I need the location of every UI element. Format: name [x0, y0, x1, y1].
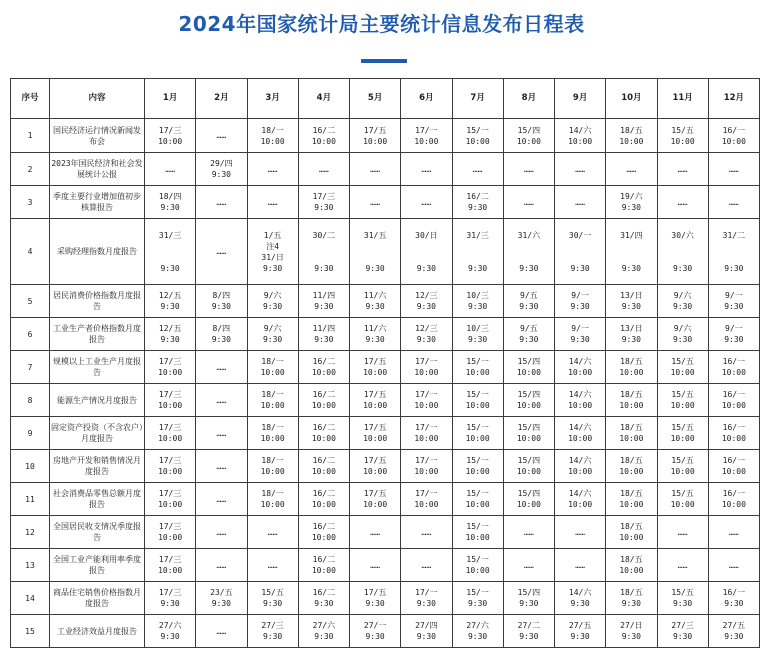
schedule-cell: 18/五 10:00: [606, 483, 657, 516]
schedule-cell: 1/五 注4 31/日 9:30: [247, 219, 298, 285]
table-row: [11, 417, 760, 450]
schedule-cell: 15/五 10:00: [657, 417, 708, 450]
schedule-cell: 16/二 10:00: [298, 417, 349, 450]
schedule-cell: 30/日 9:30: [401, 219, 452, 285]
row-content: 全国居民收支情况季度报告: [50, 516, 145, 549]
schedule-cell: 15/五 10:00: [657, 450, 708, 483]
schedule-cell: 17/三 10:00: [145, 516, 196, 549]
schedule-cell: 27/一 9:30: [350, 615, 401, 648]
schedule-cell: 27/六 9:30: [298, 615, 349, 648]
table-body: [11, 119, 760, 648]
schedule-cell: ……: [196, 186, 247, 219]
schedule-cell: ……: [401, 516, 452, 549]
schedule-cell: ……: [350, 186, 401, 219]
page-title: 2024年国家统计局主要统计信息发布日程表: [178, 12, 585, 36]
schedule-cell: 11/四 9:30: [298, 285, 349, 318]
schedule-cell: 17/一 10:00: [401, 417, 452, 450]
schedule-cell: ……: [657, 549, 708, 582]
row-seq: 1: [11, 119, 50, 153]
schedule-cell: 15/四 10:00: [503, 119, 554, 153]
schedule-cell: 17/三 10:00: [145, 549, 196, 582]
schedule-cell: 18/五 9:30: [606, 582, 657, 615]
schedule-cell: ……: [196, 351, 247, 384]
row-content: 全国工业产能利用率季度报告: [50, 549, 145, 582]
schedule-cell: ……: [503, 516, 554, 549]
schedule-cell: 15/一 10:00: [452, 483, 503, 516]
schedule-cell: 15/一 10:00: [452, 119, 503, 153]
schedule-cell: ……: [401, 153, 452, 186]
schedule-cell: 16/一 10:00: [708, 351, 759, 384]
schedule-cell: 16/一 10:00: [708, 450, 759, 483]
schedule-cell: 9/六 9:30: [247, 318, 298, 351]
schedule-cell: 9/一 9:30: [555, 285, 606, 318]
schedule-cell: 9/一 9:30: [708, 285, 759, 318]
schedule-cell: ……: [657, 153, 708, 186]
table-row: [11, 153, 760, 186]
schedule-cell: 15/一 10:00: [452, 351, 503, 384]
schedule-cell: 12/五 9:30: [145, 318, 196, 351]
schedule-cell: 16/二 10:00: [298, 483, 349, 516]
schedule-cell: 8/四 9:30: [196, 318, 247, 351]
schedule-cell: 19/六 9:30: [606, 186, 657, 219]
schedule-cell: 15/五 10:00: [657, 483, 708, 516]
schedule-cell: 16/一 10:00: [708, 483, 759, 516]
schedule-cell: 18/一 10:00: [247, 417, 298, 450]
schedule-cell: 18/五 10:00: [606, 450, 657, 483]
schedule-cell: 14/六 10:00: [555, 351, 606, 384]
schedule-cell: 16/一 10:00: [708, 417, 759, 450]
row-seq: 12: [11, 516, 50, 549]
schedule-cell: 11/六 9:30: [350, 318, 401, 351]
header-month: 11月: [657, 79, 708, 119]
table-row: [11, 615, 760, 648]
schedule-cell: ……: [196, 384, 247, 417]
schedule-cell: 17/一 9:30: [401, 582, 452, 615]
schedule-cell: ……: [401, 549, 452, 582]
schedule-cell: 9/六 9:30: [657, 285, 708, 318]
schedule-cell: 9/五 9:30: [503, 318, 554, 351]
schedule-cell: 27/四 9:30: [401, 615, 452, 648]
schedule-cell: 15/五 10:00: [657, 384, 708, 417]
schedule-cell: 11/六 9:30: [350, 285, 401, 318]
schedule-cell: ……: [503, 549, 554, 582]
schedule-cell: 13/日 9:30: [606, 318, 657, 351]
schedule-cell: 16/一 10:00: [708, 384, 759, 417]
schedule-cell: 10/三 9:30: [452, 285, 503, 318]
schedule-cell: 15/四 9:30: [503, 582, 554, 615]
schedule-cell: 17/一 10:00: [401, 351, 452, 384]
schedule-cell: 18/五 10:00: [606, 384, 657, 417]
schedule-cell: 14/六 10:00: [555, 384, 606, 417]
table-row: [11, 219, 760, 285]
schedule-cell: 10/三 9:30: [452, 318, 503, 351]
schedule-cell: ……: [657, 516, 708, 549]
schedule-cell: 27/二 9:30: [503, 615, 554, 648]
schedule-cell: 18/一 10:00: [247, 119, 298, 153]
schedule-cell: 16/二 10:00: [298, 351, 349, 384]
row-content: 居民消费价格指数月度报告: [50, 285, 145, 318]
table-row: [11, 483, 760, 516]
schedule-cell: 15/一 10:00: [452, 516, 503, 549]
schedule-cell: 18/一 10:00: [247, 450, 298, 483]
schedule-cell: 18/五 10:00: [606, 516, 657, 549]
schedule-cell: 17/三 10:00: [145, 483, 196, 516]
schedule-cell: 31/四 9:30: [606, 219, 657, 285]
schedule-cell: 17/一 10:00: [401, 483, 452, 516]
schedule-cell: 15/四 10:00: [503, 483, 554, 516]
schedule-cell: 17/五 10:00: [350, 450, 401, 483]
schedule-cell: 15/一 10:00: [452, 384, 503, 417]
schedule-cell: 18/五 10:00: [606, 417, 657, 450]
table-row: [11, 119, 760, 153]
table-row: [11, 285, 760, 318]
schedule-cell: 17/五 10:00: [350, 384, 401, 417]
schedule-cell: 12/三 9:30: [401, 318, 452, 351]
header-month: 2月: [196, 79, 247, 119]
header-month: 5月: [350, 79, 401, 119]
schedule-cell: 17/五 10:00: [350, 417, 401, 450]
schedule-cell: 15/五 10:00: [657, 351, 708, 384]
schedule-cell: ……: [555, 516, 606, 549]
schedule-cell: 9/一 9:30: [555, 318, 606, 351]
schedule-cell: ……: [350, 153, 401, 186]
schedule-cell: ……: [708, 549, 759, 582]
schedule-cell: ……: [145, 153, 196, 186]
table-row: [11, 384, 760, 417]
schedule-cell: 17/五 9:30: [350, 582, 401, 615]
schedule-cell: 9/六 9:30: [247, 285, 298, 318]
schedule-cell: 18/五 10:00: [606, 549, 657, 582]
row-content: 商品住宅销售价格指数月度报告: [50, 582, 145, 615]
schedule-cell: 15/五 9:30: [247, 582, 298, 615]
header-content: 内容: [50, 79, 145, 119]
row-content: 能源生产情况月度报告: [50, 384, 145, 417]
row-content: 社会消费品零售总额月度报告: [50, 483, 145, 516]
schedule-cell: 18/五 10:00: [606, 119, 657, 153]
schedule-cell: 17/三 10:00: [145, 384, 196, 417]
schedule-cell: ……: [555, 186, 606, 219]
schedule-cell: 18/一 10:00: [247, 351, 298, 384]
schedule-cell: 16/二 10:00: [298, 450, 349, 483]
title-underline: [361, 59, 407, 63]
schedule-cell: 18/四 9:30: [145, 186, 196, 219]
schedule-cell: ……: [298, 153, 349, 186]
row-content: 季度主要行业增加值初步核算报告: [50, 186, 145, 219]
schedule-cell: 18/五 10:00: [606, 351, 657, 384]
schedule-cell: ……: [247, 153, 298, 186]
schedule-cell: ……: [708, 153, 759, 186]
schedule-cell: ……: [555, 549, 606, 582]
schedule-cell: 16/二 10:00: [298, 384, 349, 417]
schedule-cell: ……: [606, 153, 657, 186]
schedule-cell: ……: [196, 417, 247, 450]
header-month: 6月: [401, 79, 452, 119]
row-content: 2023年国民经济和社会发展统计公报: [50, 153, 145, 186]
schedule-cell: ……: [196, 450, 247, 483]
schedule-cell: ……: [247, 516, 298, 549]
schedule-cell: 17/三 9:30: [298, 186, 349, 219]
schedule-cell: 18/一 10:00: [247, 483, 298, 516]
schedule-cell: 12/五 9:30: [145, 285, 196, 318]
schedule-cell: ……: [196, 549, 247, 582]
schedule-cell: 14/六 10:00: [555, 119, 606, 153]
schedule-cell: 31/二 9:30: [708, 219, 759, 285]
row-seq: 10: [11, 450, 50, 483]
schedule-cell: 27/六 9:30: [145, 615, 196, 648]
schedule-cell: 17/一 10:00: [401, 384, 452, 417]
schedule-cell: 31/六 9:30: [503, 219, 554, 285]
schedule-cell: 17/三 10:00: [145, 351, 196, 384]
schedule-cell: 17/五 10:00: [350, 351, 401, 384]
row-content: 工业生产者价格指数月度报告: [50, 318, 145, 351]
schedule-cell: ……: [196, 483, 247, 516]
row-content: 采购经理指数月度报告: [50, 219, 145, 285]
table-row: [11, 450, 760, 483]
schedule-cell: 15/四 10:00: [503, 417, 554, 450]
schedule-cell: 18/一 10:00: [247, 384, 298, 417]
row-content: 规模以上工业生产月度报告: [50, 351, 145, 384]
schedule-cell: 17/三 10:00: [145, 119, 196, 153]
schedule-cell: 15/四 10:00: [503, 450, 554, 483]
schedule-cell: ……: [247, 549, 298, 582]
schedule-cell: 27/五 9:30: [555, 615, 606, 648]
schedule-cell: 14/六 10:00: [555, 450, 606, 483]
schedule-cell: 17/一 10:00: [401, 119, 452, 153]
schedule-cell: 30/六 9:30: [657, 219, 708, 285]
schedule-cell: ……: [196, 516, 247, 549]
schedule-cell: 16/二 9:30: [452, 186, 503, 219]
header-month: 8月: [503, 79, 554, 119]
schedule-cell: ……: [350, 549, 401, 582]
row-seq: 6: [11, 318, 50, 351]
header-month: 3月: [247, 79, 298, 119]
row-seq: 9: [11, 417, 50, 450]
schedule-cell: 23/五 9:30: [196, 582, 247, 615]
schedule-cell: 9/六 9:30: [657, 318, 708, 351]
schedule-cell: 31/五 9:30: [350, 219, 401, 285]
schedule-cell: 16/二 10:00: [298, 516, 349, 549]
schedule-cell: 12/三 9:30: [401, 285, 452, 318]
row-seq: 2: [11, 153, 50, 186]
schedule-cell: ……: [247, 186, 298, 219]
table-row: [11, 582, 760, 615]
header-month: 7月: [452, 79, 503, 119]
schedule-cell: 31/三 9:30: [145, 219, 196, 285]
row-seq: 8: [11, 384, 50, 417]
header-month: 1月: [145, 79, 196, 119]
schedule-cell: 15/四 10:00: [503, 351, 554, 384]
schedule-cell: ……: [708, 186, 759, 219]
row-seq: 4: [11, 219, 50, 285]
schedule-cell: ……: [708, 516, 759, 549]
schedule-cell: ……: [350, 516, 401, 549]
schedule-cell: ……: [503, 153, 554, 186]
schedule-cell: 17/五 10:00: [350, 483, 401, 516]
schedule-cell: 16/一 9:30: [708, 582, 759, 615]
header-month: 4月: [298, 79, 349, 119]
schedule-cell: 31/三 9:30: [452, 219, 503, 285]
header-month: 12月: [708, 79, 759, 119]
schedule-cell: ……: [196, 615, 247, 648]
schedule-cell: 17/五 10:00: [350, 119, 401, 153]
schedule-cell: 15/五 9:30: [657, 582, 708, 615]
schedule-cell: 15/一 10:00: [452, 450, 503, 483]
row-seq: 15: [11, 615, 50, 648]
schedule-cell: 16/二 9:30: [298, 582, 349, 615]
schedule-cell: 11/四 9:30: [298, 318, 349, 351]
row-content: 房地产开发和销售情况月度报告: [50, 450, 145, 483]
row-seq: 7: [11, 351, 50, 384]
header-month: 9月: [555, 79, 606, 119]
schedule-cell: 8/四 9:30: [196, 285, 247, 318]
schedule-cell: 9/一 9:30: [708, 318, 759, 351]
table-row: [11, 318, 760, 351]
schedule-cell: ……: [196, 119, 247, 153]
schedule-cell: ……: [401, 186, 452, 219]
schedule-cell: 27/六 9:30: [452, 615, 503, 648]
schedule-cell: 14/六 10:00: [555, 483, 606, 516]
row-content: 固定资产投资（不含农户）月度报告: [50, 417, 145, 450]
table-row: [11, 186, 760, 219]
schedule-cell: ……: [452, 153, 503, 186]
schedule-cell: 15/五 10:00: [657, 119, 708, 153]
schedule-cell: ……: [503, 186, 554, 219]
schedule-cell: 17/三 10:00: [145, 450, 196, 483]
row-seq: 11: [11, 483, 50, 516]
schedule-cell: 17/三 10:00: [145, 417, 196, 450]
schedule-cell: 15/一 9:30: [452, 582, 503, 615]
header-month: 10月: [606, 79, 657, 119]
schedule-cell: ……: [555, 153, 606, 186]
row-seq: 5: [11, 285, 50, 318]
schedule-cell: 27/三 9:30: [657, 615, 708, 648]
schedule-cell: ……: [196, 219, 247, 285]
table-row: [11, 516, 760, 549]
schedule-cell: 15/四 10:00: [503, 384, 554, 417]
schedule-cell: 15/一 10:00: [452, 417, 503, 450]
schedule-cell: 14/六 9:30: [555, 582, 606, 615]
schedule-cell: 29/四 9:30: [196, 153, 247, 186]
schedule-cell: 30/一 9:30: [555, 219, 606, 285]
schedule-table: [10, 78, 760, 648]
schedule-cell: 9/五 9:30: [503, 285, 554, 318]
header-row: [11, 79, 760, 119]
schedule-cell: 16/一 10:00: [708, 119, 759, 153]
schedule-cell: 13/日 9:30: [606, 285, 657, 318]
schedule-cell: 30/二 9:30: [298, 219, 349, 285]
schedule-cell: 27/五 9:30: [708, 615, 759, 648]
schedule-cell: 17/一 10:00: [401, 450, 452, 483]
table-row: [11, 549, 760, 582]
row-seq: 13: [11, 549, 50, 582]
row-content: 工业经济效益月度报告: [50, 615, 145, 648]
row-seq: 14: [11, 582, 50, 615]
schedule-cell: 27/日 9:30: [606, 615, 657, 648]
table-row: [11, 351, 760, 384]
schedule-cell: 17/三 9:30: [145, 582, 196, 615]
row-seq: 3: [11, 186, 50, 219]
header-seq: 序号: [11, 79, 50, 119]
schedule-cell: 14/六 10:00: [555, 417, 606, 450]
schedule-cell: 16/二 10:00: [298, 549, 349, 582]
schedule-cell: 27/三 9:30: [247, 615, 298, 648]
schedule-cell: 15/一 10:00: [452, 549, 503, 582]
row-content: 国民经济运行情况新闻发布会: [50, 119, 145, 153]
schedule-cell: ……: [657, 186, 708, 219]
schedule-cell: 16/二 10:00: [298, 119, 349, 153]
